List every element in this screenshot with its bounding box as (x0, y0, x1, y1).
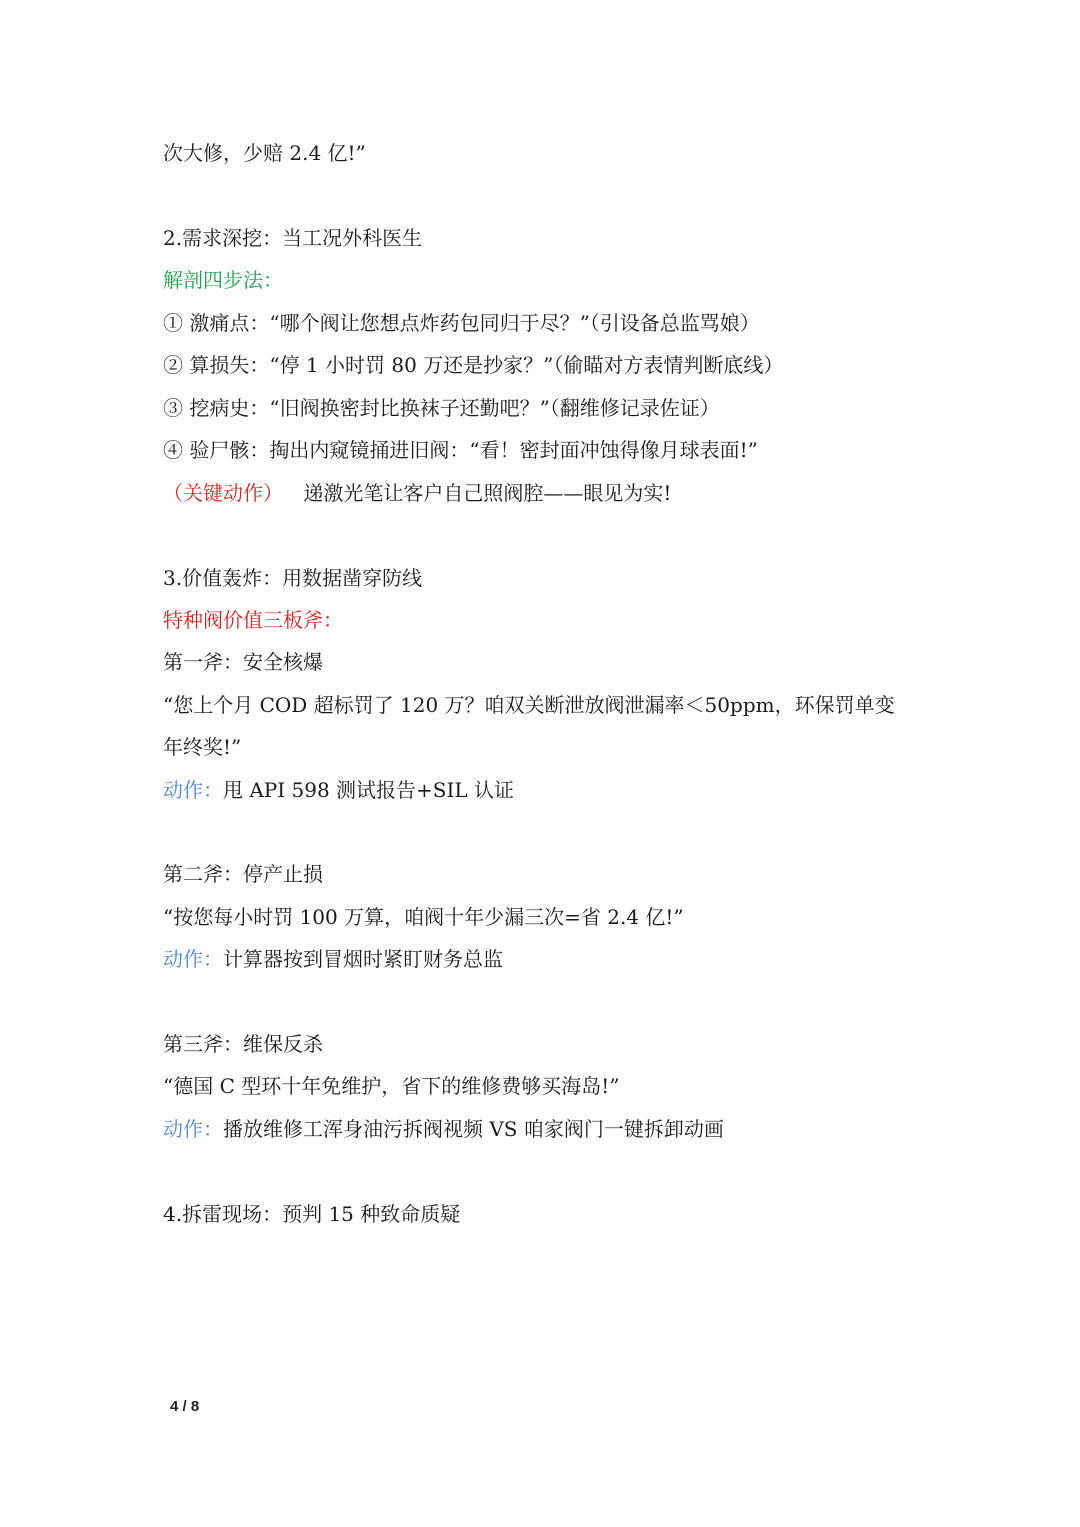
axe-2-action-label: 动作： (163, 947, 223, 971)
section-2-key-action (163, 479, 963, 507)
page-number: 4 / 8 (170, 1398, 200, 1415)
axe-3-title: 第三斧：维保反杀 (163, 1032, 323, 1056)
section-2-heading: 2.需求深挖：当工况外科医生 (163, 226, 423, 250)
key-action-text: 递激光笔让客户自己照阀腔——眼见为实! (303, 481, 672, 505)
axe-3-quote: “德国 C 型环十年免维护，省下的维修费够买海岛!” (163, 1074, 620, 1098)
axe-2-quote: “按您每小时罚 100 万算，咱阀十年少漏三次=省 2.4 亿!” (163, 905, 684, 929)
section-3-axes-label: 特种阀价值三板斧： (163, 608, 343, 632)
axe-2-action (163, 945, 963, 973)
section-2-step-3: ③ 挖病史：“旧阀换密封比换袜子还勤吧？”（翻维修记录佐证） (163, 396, 720, 420)
axe-3-action-text: 播放维修工浑身油污拆阀视频 VS 咱家阀门一键拆卸动画 (223, 1117, 724, 1141)
axe-2-action-text: 计算器按到冒烟时紧盯财务总监 (223, 947, 503, 971)
section-2-step-2: ② 算损失：“停 1 小时罚 80 万还是抄家？”（偷瞄对方表情判断底线） (163, 353, 784, 377)
axe-1-action-text: 甩 API 598 测试报告+SIL 认证 (223, 778, 515, 802)
paragraph-continuation: 次大修，少赔 2.4 亿!” (163, 141, 366, 165)
axe-2-title: 第二斧：停产止损 (163, 862, 323, 886)
section-2-method-label: 解剖四步法： (163, 268, 283, 292)
section-2-step-4: ④ 验尸骸：掏出内窥镜捅进旧阀：“看！密封面冲蚀得像月球表面!” (163, 438, 758, 462)
axe-3-action-label: 动作： (163, 1117, 223, 1141)
axe-1-action (163, 776, 963, 804)
section-3-heading: 3.价值轰炸：用数据凿穿防线 (163, 566, 423, 590)
axe-1-quote-line-2: 年终奖!” (163, 735, 242, 759)
axe-1-action-label: 动作： (163, 778, 223, 802)
axe-1-quote-line-1: “您上个月 COD 超标罚了 120 万？咱双关断泄放阀泄漏率＜50ppm，环保罚单变 (163, 693, 895, 717)
axe-1-title: 第一斧：安全核爆 (163, 650, 323, 674)
axe-3-action (163, 1115, 963, 1143)
key-action-label: （关键动作） (163, 481, 283, 505)
section-4-heading: 4.拆雷现场：预判 15 种致命质疑 (163, 1202, 461, 1226)
section-2-step-1: ① 激痛点：“哪个阀让您想点炸药包同归于尽？”（引设备总监骂娘） (163, 311, 760, 335)
